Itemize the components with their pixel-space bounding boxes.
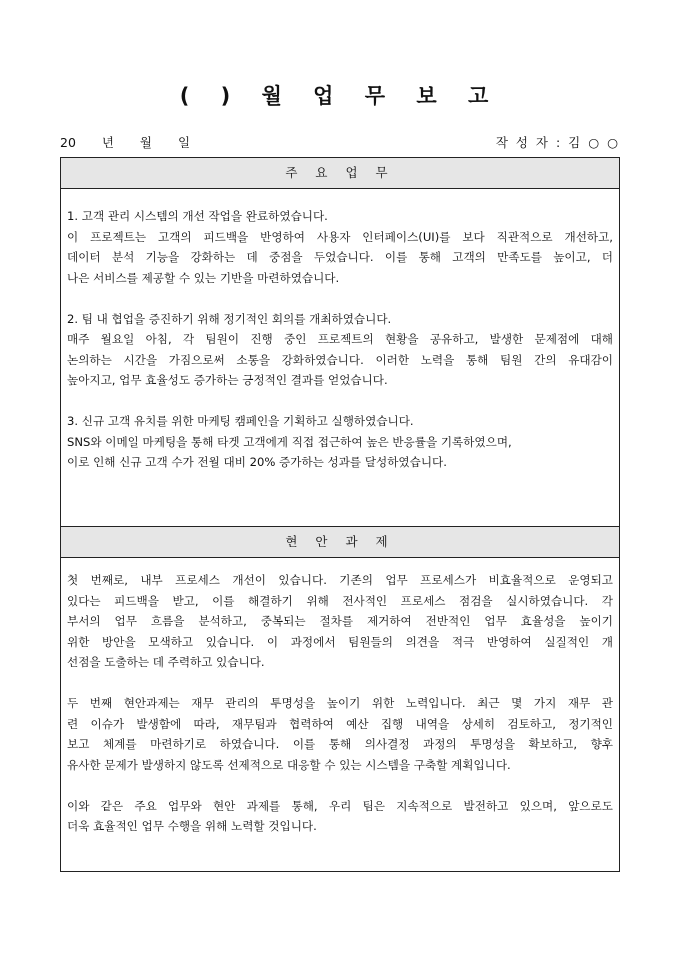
text-line: 이로 인해 신규 고객 수가 전월 대비 20% 증가하는 성과를 달성하였습니다. [67,455,447,469]
text-line: 부서의 업무 흐름을 분석하고, 중복되는 절차를 제거하여 전반적인 업무 효율성을 높이기 [67,614,613,628]
text-line: 1. 고객 관리 시스템의 개선 작업을 완료하였습니다. [67,209,328,223]
report-meta [60,133,620,151]
report-author: 작 성 자 : 김 ○ ○ [495,135,620,150]
text-line: 선점을 도출하는 데 주력하고 있습니다. [67,655,265,669]
main-task-item-1 [67,206,613,288]
text-line: 나은 서비스를 제공할 수 있는 기반을 마련하였습니다. [67,270,340,285]
text-line: 련 이슈가 발생함에 따라, 재무팀과 협력하여 예산 집행 내역을 상세히 검토하고, 정기적인 [67,716,613,731]
text-line: 두 번째 현안과제는 재무 관리의 투명성을 높이기 위한 노력입니다. 최근 몇 가지 재무 관 [67,696,613,710]
main-task-item-3 [67,411,613,473]
text-line: 매주 월요일 아침, 각 팀원이 진행 중인 프로젝트의 현황을 공유하고, 발생한 문제점에 대해 [67,332,613,346]
main-tasks-body [67,206,613,493]
text-line: 높아지고, 업무 효율성도 증가하는 긍정적인 결과를 얻었습니다. [67,373,388,387]
text-line: 2. 팀 내 협업을 증진하기 위해 정기적인 회의를 개최하였습니다. [67,311,392,326]
issue-paragraph-2 [67,693,613,775]
text-line: 이와 같은 주요 업무와 현안 과제를 통해, 우리 팀은 지속적으로 발전하고 있으며, 앞으로도 [67,798,613,813]
text-line: 보고 체계를 마련하기로 하였습니다. 이를 통해 의사결정 과정의 투명성을 확보하고, 향후 [67,737,613,751]
main-task-item-2 [67,309,613,391]
text-line: 데이터 분석 기능을 강화하는 데 중점을 두었습니다. 이를 통해 고객의 만족도를 높이고, 더 [67,250,613,264]
text-line: 있다는 피드백을 받고, 이를 해결하기 위해 전사적인 프로세스 점검을 실시하였습니다. 각 [67,593,613,608]
text-line: 더욱 효율적인 업무 수행을 위해 노력할 것입니다. [67,819,317,833]
text-line: 이 프로젝트는 고객의 피드백을 반영하여 사용자 인터페이스(UI)를 보다 직관적으로 개선하고, [67,229,613,244]
page-title: ( ) 월 업 무 보 고 [179,84,501,108]
current-issues-body [67,570,613,857]
main-tasks-header: 주 요 업 무 [61,158,619,189]
text-line: 위한 방안을 모색하고 있습니다. 이 과정에서 팀원들의 의견을 적극 반영하여 실질적인 개 [67,634,613,649]
text-line: 첫 번째로, 내부 프로세스 개선이 있습니다. 기존의 업무 프로세스가 비효율적으로 운영되고 [67,573,613,587]
issue-paragraph-1 [67,570,613,673]
report-date: 20 년 월 일 [60,135,191,150]
current-issues-header: 현 안 과 제 [61,526,619,558]
issue-paragraph-3 [67,796,613,837]
report-table [60,157,620,872]
text-line: 3. 신규 고객 유치를 위한 마케팅 캠페인을 기획하고 실행하였습니다. [67,414,414,428]
text-line: SNS와 이메일 마케팅을 통해 타겟 고객에게 직접 접근하여 높은 반응률을 기록하였으며, [67,434,512,449]
text-line: 논의하는 시간을 가짐으로써 소통을 강화하였습니다. 이러한 노력을 통해 팀원 간의 유대감이 [67,352,613,367]
text-line: 유사한 문제가 발생하지 않도록 선제적으로 대응할 수 있는 시스템을 구축할 계획입니다. [67,757,511,772]
